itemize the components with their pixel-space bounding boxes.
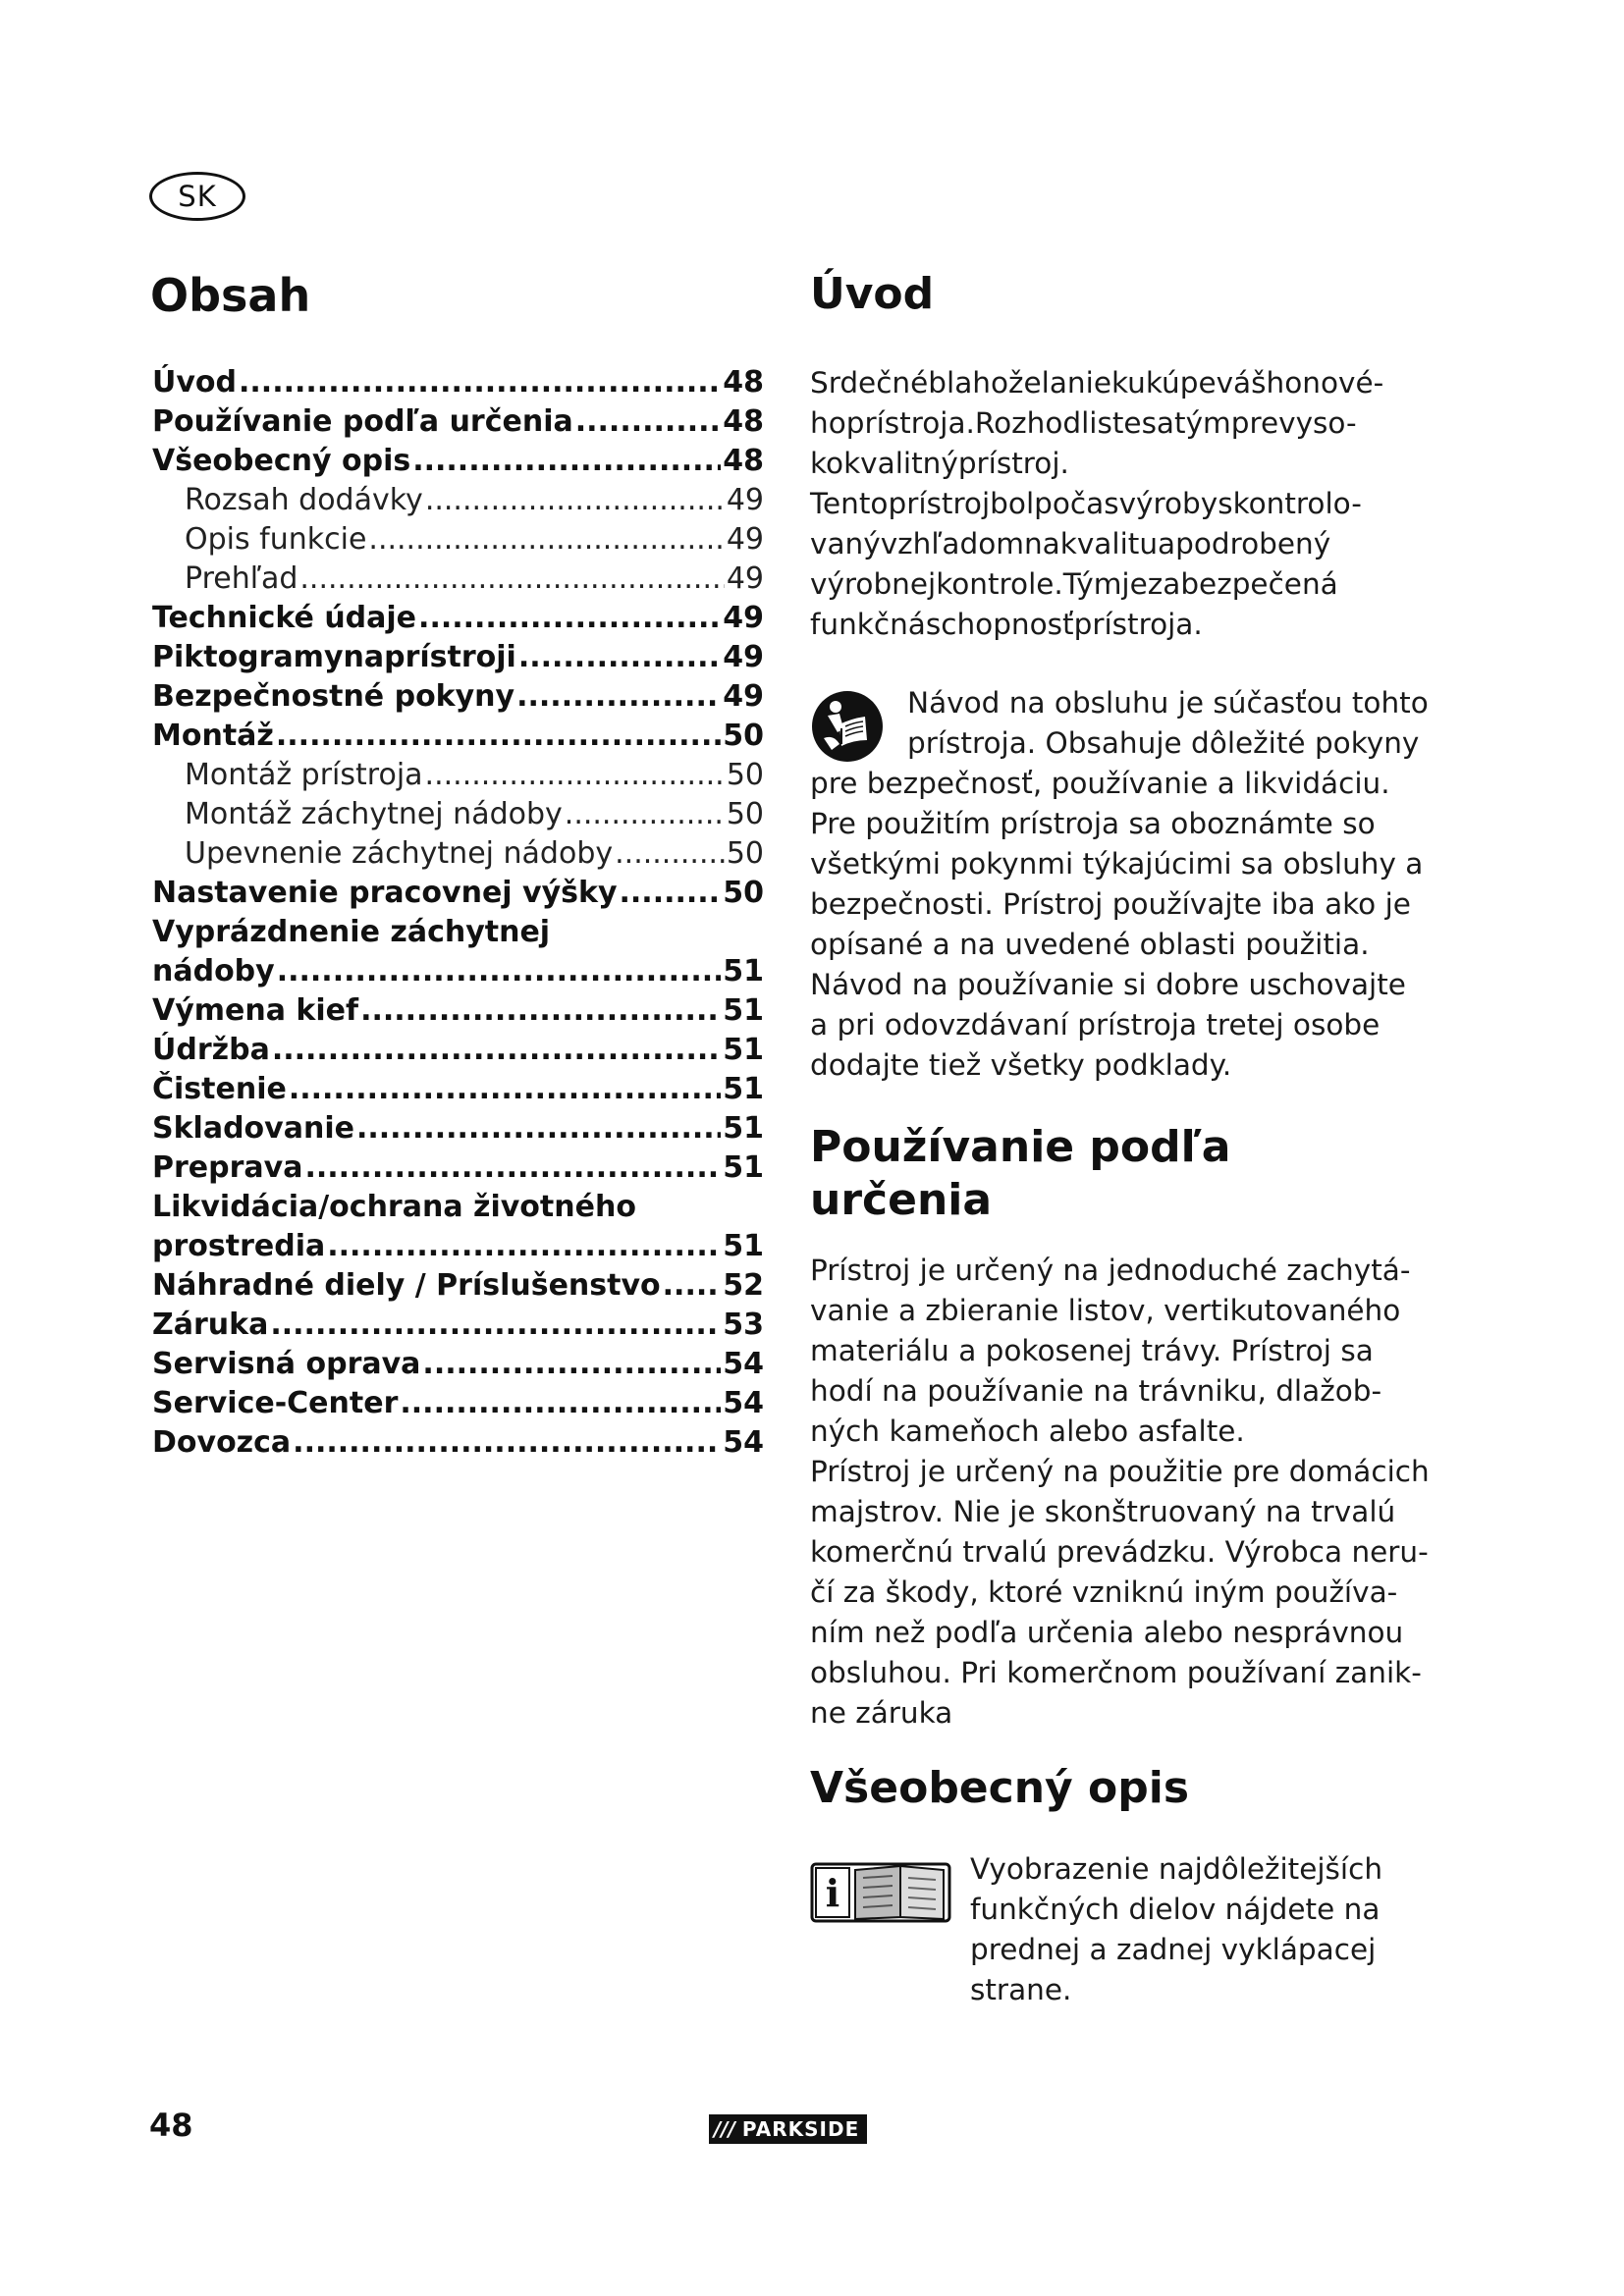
text-line: ním než podľa určenia alebo nesprávnou (810, 1616, 1404, 1649)
toc-entry (152, 1227, 764, 1266)
text-line: ne záruka (810, 1696, 953, 1730)
toc-entry-page: 49 (726, 483, 764, 517)
toc-entry (152, 1384, 764, 1423)
toc-entry (152, 991, 764, 1031)
text-line: Srdečnéblahoželaniekukúpevášhonové- (810, 366, 1384, 400)
toc-entry-page: 50 (723, 719, 764, 753)
toc-entry-title: Všeobecný opis (152, 444, 411, 478)
table-of-contents (152, 363, 764, 1463)
toc-entry (152, 677, 764, 717)
toc-entry (152, 520, 764, 560)
intro-paragraph (810, 363, 1438, 645)
text-line: kokvalitnýprístroj. (810, 447, 1069, 480)
intended-use-paragraph (810, 1251, 1438, 1734)
toc-entry-title: Upevnenie záchytnej nádoby (185, 836, 614, 871)
toc-entry (152, 363, 764, 402)
toc-entry-title: Piktogramynaprístroji (152, 640, 516, 674)
intended-use-heading-line2: určenia (810, 1175, 993, 1225)
toc-dot-leader (400, 1384, 721, 1423)
toc-entry-title: prostredia (152, 1229, 326, 1263)
toc-entry (152, 1306, 764, 1345)
text-line: Návod na používanie si dobre uschovajte (810, 968, 1406, 1001)
text-line: Pre použitím prístroja sa oboznámte so (810, 807, 1376, 840)
toc-entry (152, 1423, 764, 1463)
text-line: ných kameňoch alebo asfalte. (810, 1415, 1245, 1448)
toc-dot-leader (615, 834, 725, 874)
text-line: čí za škody, ktoré vzniknú iným používa- (810, 1575, 1398, 1609)
toc-dot-leader (304, 1148, 721, 1188)
toc-entry (152, 756, 764, 795)
toc-dot-leader (276, 717, 721, 756)
toc-entry (152, 560, 764, 599)
toc-entry-page: 51 (723, 1033, 764, 1067)
toc-entry-title: Opis funkcie (185, 522, 367, 557)
page-number: 48 (149, 2107, 193, 2144)
text-line: Vyobrazenie najdôležitejších (970, 1852, 1383, 1886)
text-line: pre bezpečnosť, používanie a likvidáciu. (810, 767, 1390, 800)
toc-entry-page: 49 (723, 640, 764, 674)
toc-entry (152, 913, 764, 952)
text-line: strane. (970, 1973, 1072, 2006)
text-line: komerčnú trvalú prevádzku. Výrobca neru- (810, 1535, 1429, 1569)
text-line: hoprístroja.Rozhodlistesatýmprevyso- (810, 406, 1357, 440)
toc-dot-leader (368, 520, 724, 560)
toc-dot-leader (277, 952, 722, 991)
toc-dot-leader (425, 481, 725, 520)
text-line: prístroja. Obsahuje dôležité pokyny (907, 726, 1420, 760)
toc-title: Obsah (150, 269, 311, 322)
toc-entry-title: Rozsah dodávky (185, 483, 423, 517)
toc-entry (152, 1148, 764, 1188)
text-line: vanývzhľadomnakvalituapodrobený (810, 527, 1331, 561)
toc-entry-page: 51 (723, 1111, 764, 1146)
toc-entry-title: Vyprázdnenie záchytnej (152, 915, 551, 949)
toc-entry-page: 49 (723, 679, 764, 714)
toc-entry-title: Záruka (152, 1308, 269, 1342)
toc-entry-title: Používanie podľa určenia (152, 404, 573, 439)
text-line: všetkými pokynmi týkajúcimi sa obsluhy a (810, 847, 1424, 881)
toc-entry-page: 49 (726, 522, 764, 557)
toc-entry-page: 49 (726, 561, 764, 596)
toc-entry-title: nádoby (152, 954, 275, 988)
toc-entry-page: 54 (723, 1347, 764, 1381)
toc-entry-title: Servisná oprava (152, 1347, 421, 1381)
toc-entry (152, 717, 764, 756)
toc-dot-leader (422, 1345, 721, 1384)
toc-entry (152, 599, 764, 638)
toc-entry-page: 49 (723, 601, 764, 635)
intended-use-heading-line1: Používanie podľa (810, 1122, 1231, 1172)
toc-entry (152, 1070, 764, 1109)
toc-entry-page: 50 (726, 836, 764, 871)
brand-mark: /// (709, 2114, 740, 2144)
toc-dot-leader (565, 795, 725, 834)
text-line: a pri odovzdávaní prístroja tretej osobe (810, 1008, 1380, 1041)
text-line: funkčnáschopnosťprístroja. (810, 608, 1203, 641)
toc-entry-title: Náhradné diely / Príslušenstvo (152, 1268, 661, 1303)
text-line: majstrov. Nie je skonštruovaný na trvalú (810, 1495, 1396, 1528)
toc-entry (152, 1345, 764, 1384)
toc-entry-title: Service-Center (152, 1386, 399, 1420)
toc-dot-leader (270, 1306, 721, 1345)
toc-entry-title: Dovozca (152, 1425, 292, 1460)
text-line: Návod na obsluhu je súčasťou tohto (907, 686, 1429, 720)
info-fold-out-page-icon (810, 1858, 953, 1927)
toc-entry-page: 51 (723, 993, 764, 1028)
text-line: dodajte tiež všetky podklady. (810, 1048, 1232, 1082)
toc-entry (152, 481, 764, 520)
toc-entry-title: Montáž (152, 719, 274, 753)
toc-entry-page: 50 (726, 797, 764, 831)
toc-entry-page: 52 (723, 1268, 764, 1303)
toc-dot-leader (299, 560, 724, 599)
toc-dot-leader (516, 677, 721, 717)
toc-entry-page: 51 (723, 1229, 764, 1263)
toc-entry-page: 50 (726, 758, 764, 792)
toc-entry-page: 48 (723, 444, 764, 478)
general-description-heading: Všeobecný opis (810, 1763, 1190, 1813)
toc-entry-title: Skladovanie (152, 1111, 354, 1146)
toc-entry-title: Technické údaje (152, 601, 417, 635)
text-line: výrobnejkontrole.Týmjezabezpečená (810, 567, 1338, 601)
toc-entry (152, 874, 764, 913)
toc-dot-leader (663, 1266, 722, 1306)
text-line: Prístroj je určený na použitie pre domácich (810, 1455, 1430, 1488)
toc-entry (152, 1188, 764, 1227)
toc-entry-page: 48 (723, 404, 764, 439)
text-line: Prístroj je určený na jednoduché zachytá- (810, 1254, 1411, 1287)
toc-entry-page: 51 (723, 954, 764, 988)
toc-entry-title: Údržba (152, 1033, 270, 1067)
toc-entry (152, 1109, 764, 1148)
toc-dot-leader (620, 874, 722, 913)
toc-dot-leader (293, 1423, 721, 1463)
toc-dot-leader (327, 1227, 721, 1266)
toc-entry (152, 1266, 764, 1306)
toc-entry (152, 795, 764, 834)
toc-entry-page: 50 (723, 876, 764, 910)
toc-dot-leader (289, 1070, 721, 1109)
toc-entry-title: Bezpečnostné pokyny (152, 679, 515, 714)
toc-entry-title: Nastavenie pracovnej výšky (152, 876, 618, 910)
toc-entry (152, 952, 764, 991)
brand-name: PARKSIDE (740, 2114, 867, 2144)
toc-entry-title: Montáž záchytnej nádoby (185, 797, 563, 831)
toc-entry-page: 53 (723, 1308, 764, 1342)
general-description-paragraph (970, 1849, 1441, 2010)
toc-entry-page: 51 (723, 1072, 764, 1106)
toc-dot-leader (518, 638, 721, 677)
language-badge: SK (149, 172, 245, 221)
text-line: materiálu a pokosenej trávy. Prístroj sa (810, 1334, 1374, 1367)
toc-entry-title: Likvidácia/ochrana životného (152, 1190, 636, 1224)
toc-dot-leader (418, 599, 721, 638)
toc-entry-title: Úvod (152, 365, 238, 400)
toc-dot-leader (360, 991, 721, 1031)
toc-entry (152, 638, 764, 677)
text-line: Tentoprístrojbolpočasvýrobyskontrolo- (810, 487, 1362, 520)
toc-dot-leader (412, 442, 721, 481)
text-line: bezpečnosti. Prístroj používajte iba ako je (810, 887, 1411, 921)
toc-entry-page: 48 (723, 365, 764, 400)
toc-entry (152, 402, 764, 442)
text-line: hodí na používanie na trávniku, dlažob- (810, 1374, 1382, 1408)
toc-entry-page: 54 (723, 1386, 764, 1420)
toc-entry-title: Preprava (152, 1150, 303, 1185)
svg-text:i: i (825, 1871, 840, 1915)
toc-dot-leader (356, 1109, 721, 1148)
toc-entry-title: Montáž prístroja (185, 758, 423, 792)
toc-dot-leader (272, 1031, 721, 1070)
text-line: vanie a zbieranie listov, vertikutovaného (810, 1294, 1401, 1327)
toc-entry-page: 51 (723, 1150, 764, 1185)
toc-dot-leader (575, 402, 722, 442)
parkside-logo (709, 2114, 867, 2144)
toc-entry-title: Výmena kief (152, 993, 359, 1028)
text-line: obsluhou. Pri komerčnom používaní zanik- (810, 1656, 1422, 1689)
toc-entry (152, 442, 764, 481)
toc-entry-page: 54 (723, 1425, 764, 1460)
toc-entry-title: Prehľad (185, 561, 298, 596)
toc-dot-leader (239, 363, 721, 402)
toc-entry-title: Čistenie (152, 1072, 287, 1106)
text-line: funkčných dielov nájdete na (970, 1893, 1380, 1926)
manual-notice-paragraph (810, 683, 1438, 1086)
intro-heading: Úvod (810, 269, 935, 319)
toc-entry (152, 834, 764, 874)
toc-entry (152, 1031, 764, 1070)
toc-dot-leader (425, 756, 725, 795)
text-line: prednej a zadnej vyklápacej (970, 1933, 1377, 1966)
text-line: opísané a na uvedené oblasti použitia. (810, 928, 1370, 961)
